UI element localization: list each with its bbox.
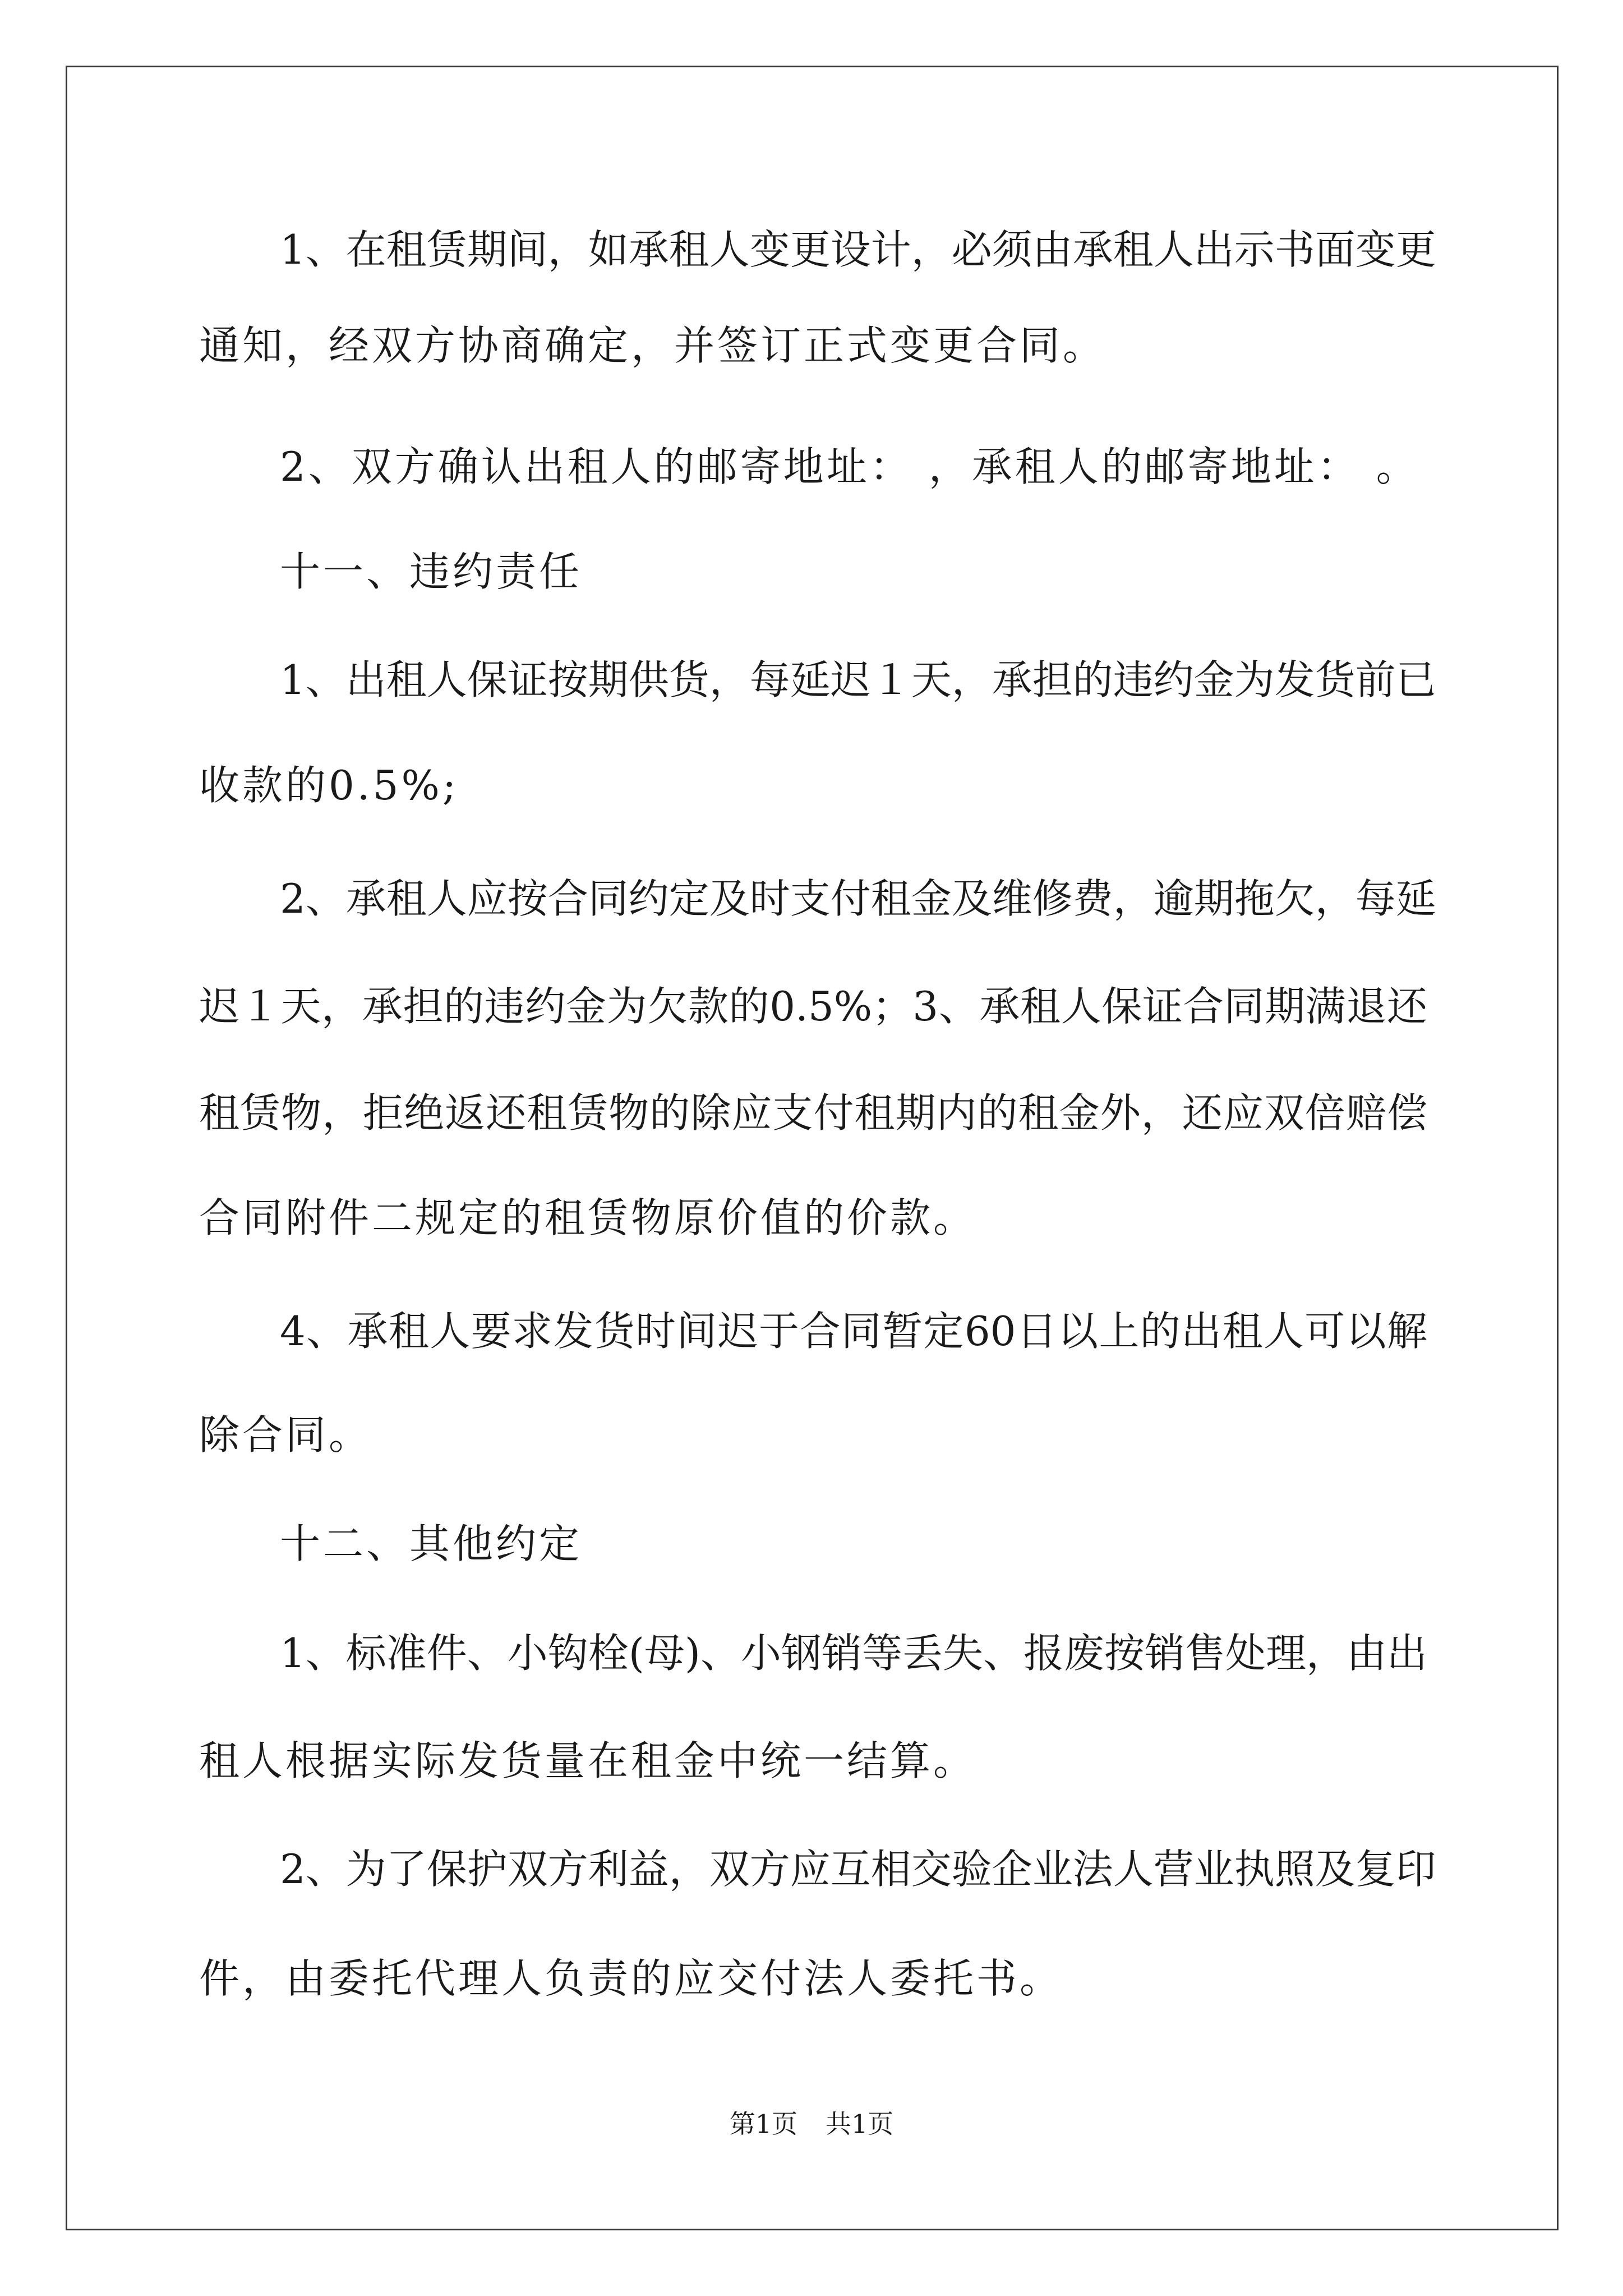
page-footer: [0, 2111, 1623, 2137]
page-border: [66, 66, 1559, 2230]
paragraph-line: 2、承租人应按合同约定及时支付租金及维修费，逾期拖欠，每延: [280, 875, 1436, 922]
paragraph-line: 1、标准件、小钩栓(母)、小钢销等丢失、报废按销售处理，由出: [280, 1630, 1427, 1677]
paragraph-line: 1、出租人保证按期供货，每延迟１天，承担的违约金为发货前已: [280, 656, 1436, 703]
section-heading: 十二、其他约定: [280, 1520, 583, 1567]
paragraph-line: 合同附件二规定的租赁物原价值的价款。: [199, 1194, 977, 1241]
paragraph-line: 4、承租人要求发货时间迟于合同暂定60日以上的出租人可以解: [280, 1308, 1427, 1355]
section-heading: 十一、违约责任: [280, 548, 583, 595]
page-number: 第1页: [729, 2109, 797, 2139]
paragraph-line: 通知，经双方协商确定，并签订正式变更合同。: [199, 322, 1106, 369]
paragraph-line: 租赁物，拒绝返还租赁物的除应支付租期内的租金外，还应双倍赔偿: [199, 1089, 1427, 1137]
paragraph-line: 收款的0.5%;: [199, 762, 459, 809]
paragraph-line: 租人根据实际发货量在租金中统一结算。: [199, 1737, 977, 1784]
page-total: 共1页: [826, 2109, 894, 2139]
paragraph-line: 1、在租赁期间，如承租人变更设计，必须由承租人出示书面变更: [280, 226, 1436, 273]
paragraph-line: 迟１天，承担的违约金为欠款的0.5%；3、承租人保证合同期满退还: [199, 983, 1427, 1030]
paragraph-line: 2、双方确认出租人的邮寄地址： ，承租人的邮寄地址： 。: [280, 443, 1419, 490]
paragraph-line: 2、为了保护双方利益，双方应互相交验企业法人营业执照及复印: [280, 1846, 1436, 1893]
paragraph-line: 除合同。: [199, 1411, 372, 1458]
paragraph-line: 件，由委托代理人负责的应交付法人委托书。: [199, 1955, 1063, 2002]
